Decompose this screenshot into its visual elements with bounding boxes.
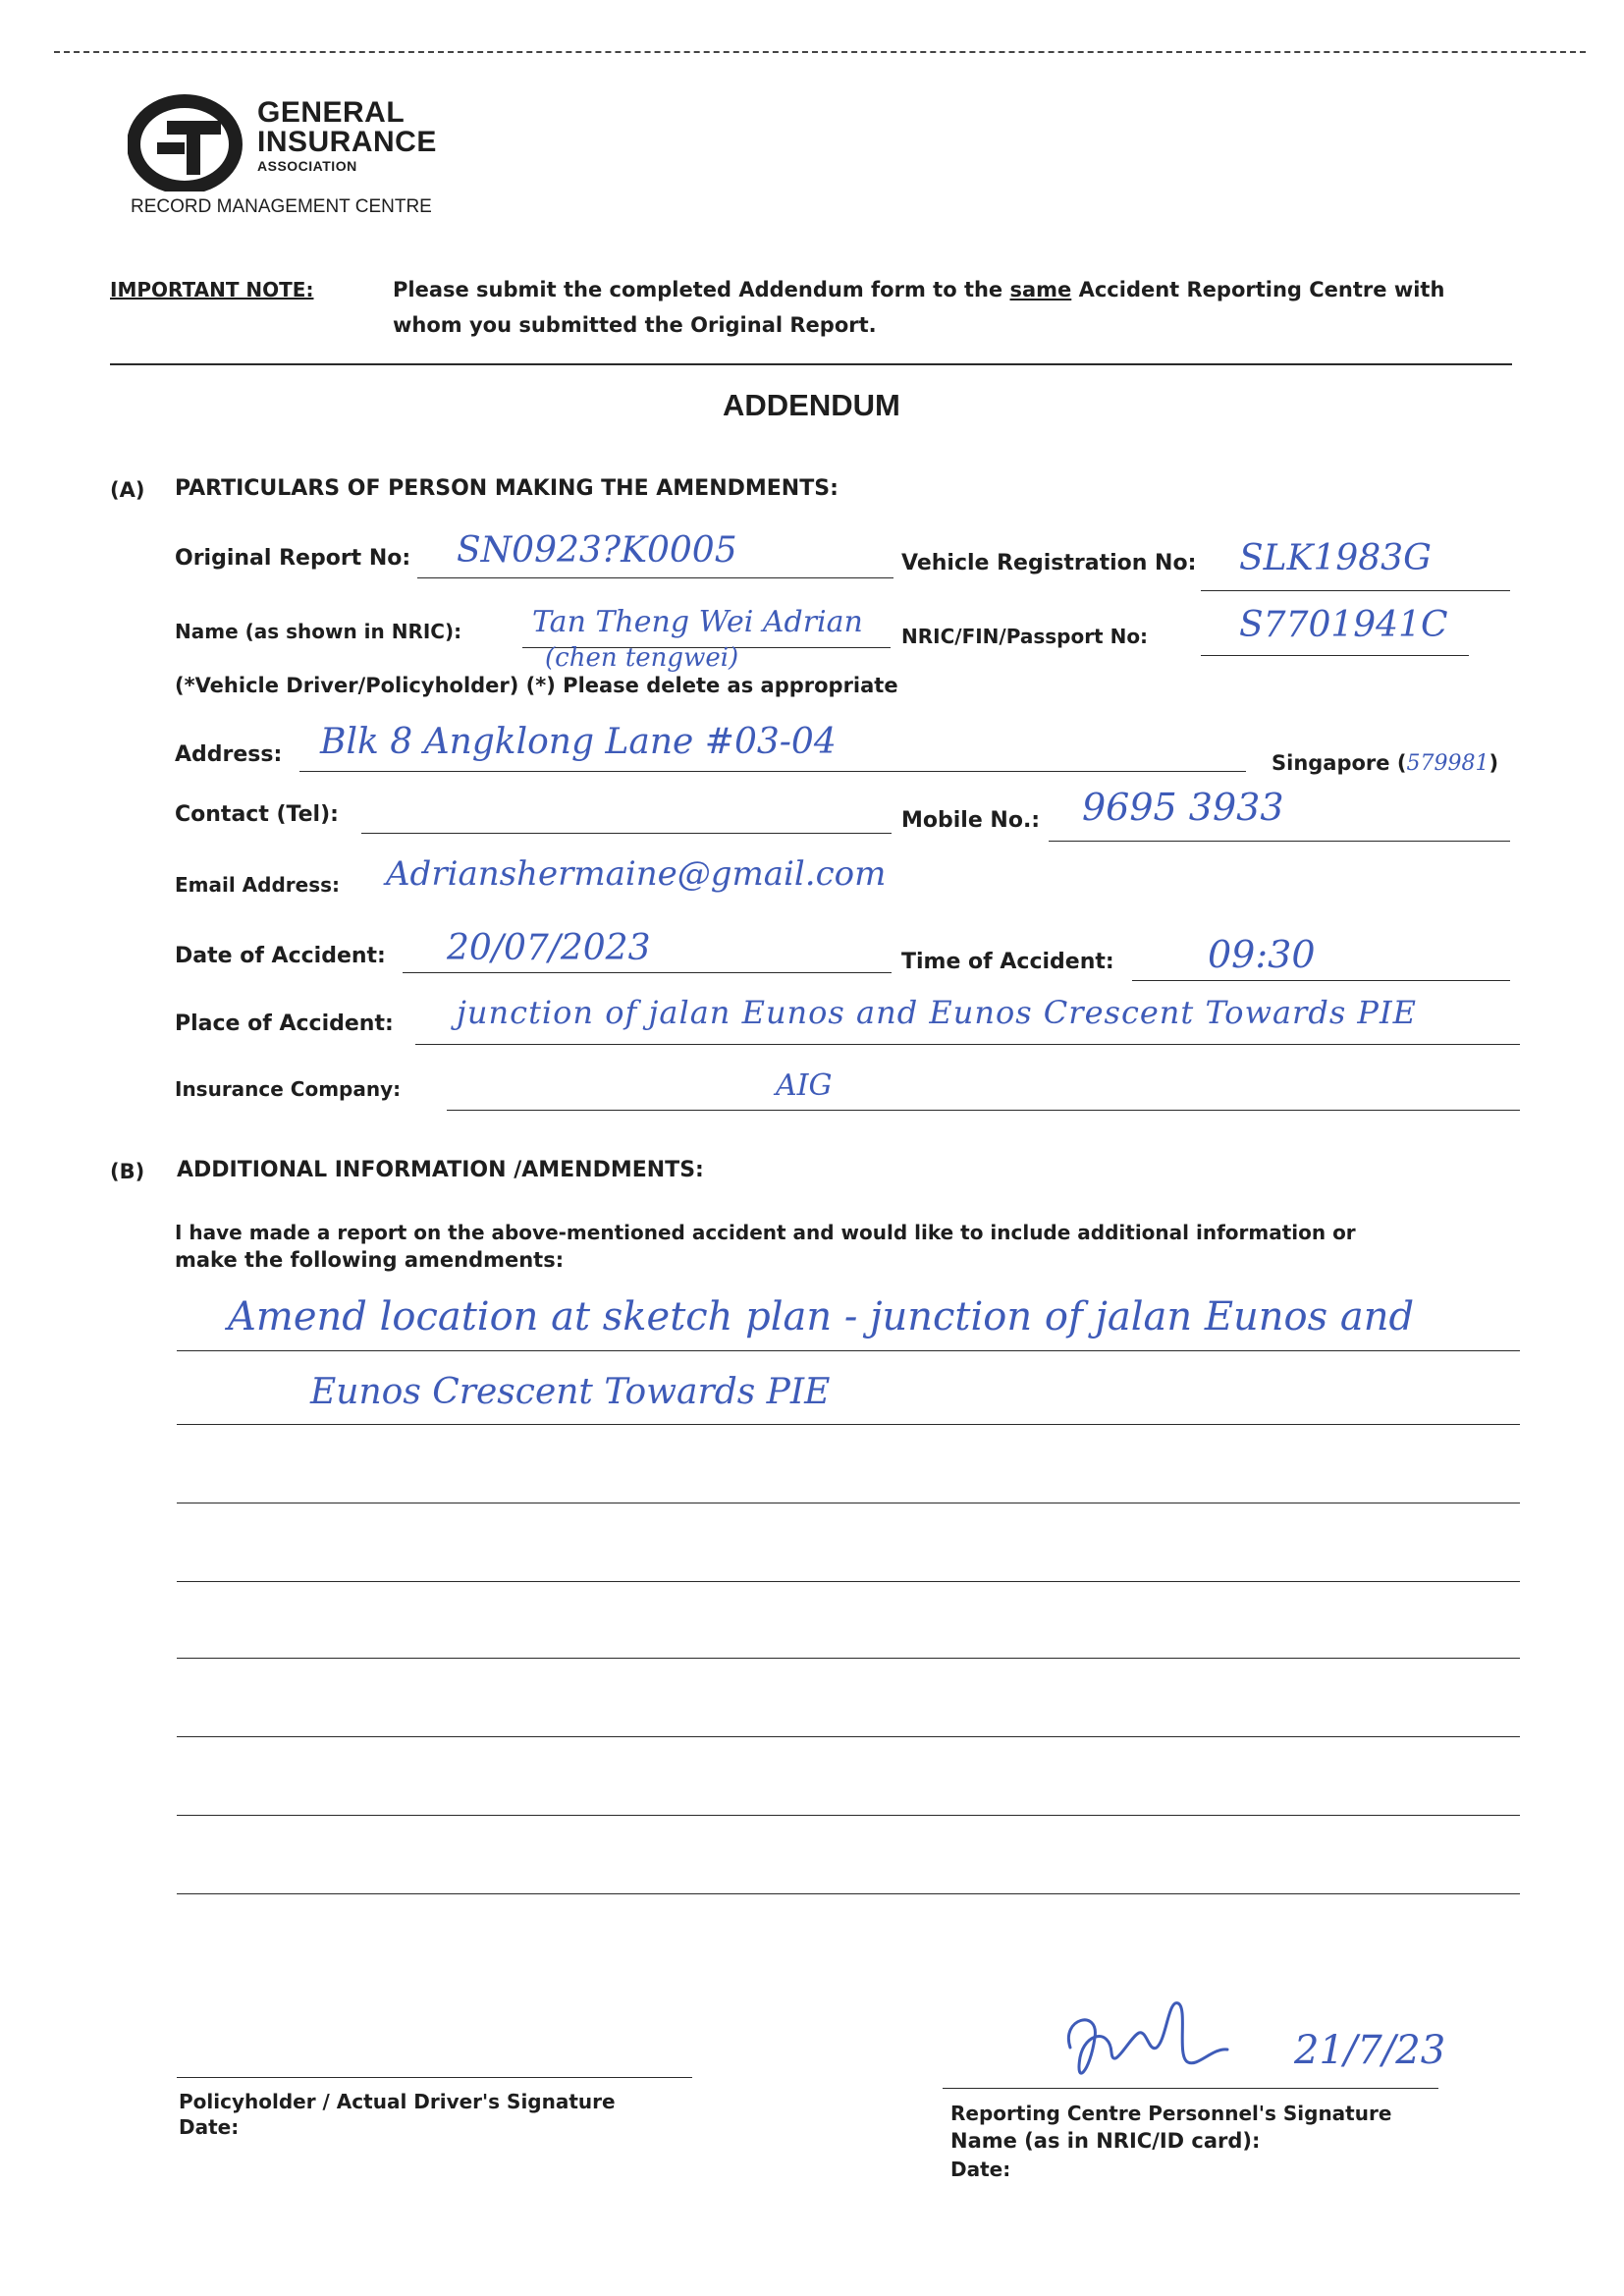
role-note: (*Vehicle Driver/Policyholder) (*) Please delete as appropriate [175,674,898,697]
logo-subtitle: RECORD MANAGEMENT CENTRE [131,196,432,217]
section-b-title: ADDITIONAL INFORMATION /AMENDMENTS: [177,1158,704,1182]
original-report-line [417,577,893,578]
handwritten-signature [1041,1979,1257,2097]
singapore-close: ) [1489,751,1499,775]
amendment-line-7 [177,1815,1520,1816]
name-value: Tan Theng Wei Adrian [532,605,863,639]
right-signature-label: Reporting Centre Personnel's Signature [950,2102,1392,2125]
section-b-marker: (B) [110,1160,145,1183]
section-a-marker: (A) [110,478,145,502]
mobile-label: Mobile No.: [901,808,1041,833]
postal-code-value: 579981 [1406,751,1489,776]
address-label: Address: [175,742,283,767]
note-same: same [1009,278,1072,301]
amendment-line-8 [177,1893,1520,1894]
vehicle-reg-line [1201,590,1510,591]
mobile-value: 9695 3933 [1082,786,1284,829]
vehicle-reg-value: SLK1983G [1239,538,1432,578]
date-of-accident-line [403,972,892,973]
name-label: Name (as shown in NRIC): [175,620,462,643]
amendment-line-5 [177,1658,1520,1659]
address-value: Blk 8 Angklong Lane #03-04 [320,722,837,762]
top-border-line [54,51,1586,53]
date-of-accident-value: 20/07/2023 [447,928,651,968]
time-of-accident-line [1132,980,1510,981]
email-label: Email Address: [175,873,341,897]
nric-label: NRIC/FIN/Passport No: [901,625,1149,648]
place-of-accident-label: Place of Accident: [175,1011,394,1036]
amendment-line2-text: Eunos Crescent Towards PIE [310,1372,831,1412]
place-of-accident-line [415,1044,1520,1045]
insurance-company-line [447,1110,1520,1111]
left-signature-line [177,2077,692,2078]
important-note-label: IMPORTANT NOTE: [110,278,314,301]
singapore-label [1272,751,1498,776]
important-note-line2: whom you submitted the Original Report. [393,313,877,337]
contact-label: Contact (Tel): [175,802,339,827]
vehicle-reg-label: Vehicle Registration No: [901,551,1197,575]
important-note-text [393,278,1444,301]
logo-text [257,98,437,175]
singapore-text: Singapore ( [1272,751,1407,775]
right-signature-line [943,2088,1438,2089]
left-signature-label: Policyholder / Actual Driver's Signature [179,2090,616,2113]
right-signature-name: Name (as in NRIC/ID card): [950,2129,1261,2153]
note-part1: Please submit the completed Addendum form to the [393,278,1010,301]
section-b-intro-line2: make the following amendments: [175,1248,565,1272]
logo-line2: INSURANCE [257,126,437,158]
date-of-accident-label: Date of Accident: [175,944,386,968]
time-of-accident-label: Time of Accident: [901,950,1114,974]
right-signature-date: Date: [950,2158,1011,2181]
amendment-line-4 [177,1581,1520,1582]
amendment-line-2 [177,1424,1520,1425]
logo-line3: ASSOCIATION [257,158,357,174]
email-value: Adrianshermaine@gmail.com [386,854,887,894]
address-line [299,771,1246,772]
amendment-line1-text: Amend location at sketch plan - junction of jalan Eunos and [228,1294,1415,1339]
contact-line [361,833,892,834]
insurance-company-value: AIG [776,1068,833,1103]
logo-line1: GENERAL [257,96,406,129]
time-of-accident-value: 09:30 [1208,933,1316,976]
insurance-company-label: Insurance Company: [175,1077,402,1101]
place-of-accident-value: junction of jalan Eunos and Eunos Crescent Towards PIE [457,994,1417,1031]
amendment-line-6 [177,1736,1520,1737]
nric-line [1201,655,1469,656]
note-part2: Accident Reporting Centre with [1071,278,1445,301]
form-title: ADDENDUM [723,388,900,422]
note-divider [110,363,1512,365]
nric-value: S7701941C [1239,605,1448,645]
amendment-line-1 [177,1350,1520,1351]
section-a-title: PARTICULARS OF PERSON MAKING THE AMENDMENTS: [175,476,839,501]
left-signature-date: Date: [179,2115,240,2139]
handwritten-signature-date: 21/7/23 [1294,2028,1446,2073]
original-report-value: SN0923?K0005 [457,530,737,571]
original-report-label: Original Report No: [175,546,411,571]
section-b-intro-line1: I have made a report on the above-mentioned accident and would like to include additional information or [175,1221,1356,1244]
gia-logo [128,93,255,191]
name-value-sub: (chen tengwei) [545,643,739,673]
mobile-line [1049,841,1510,842]
